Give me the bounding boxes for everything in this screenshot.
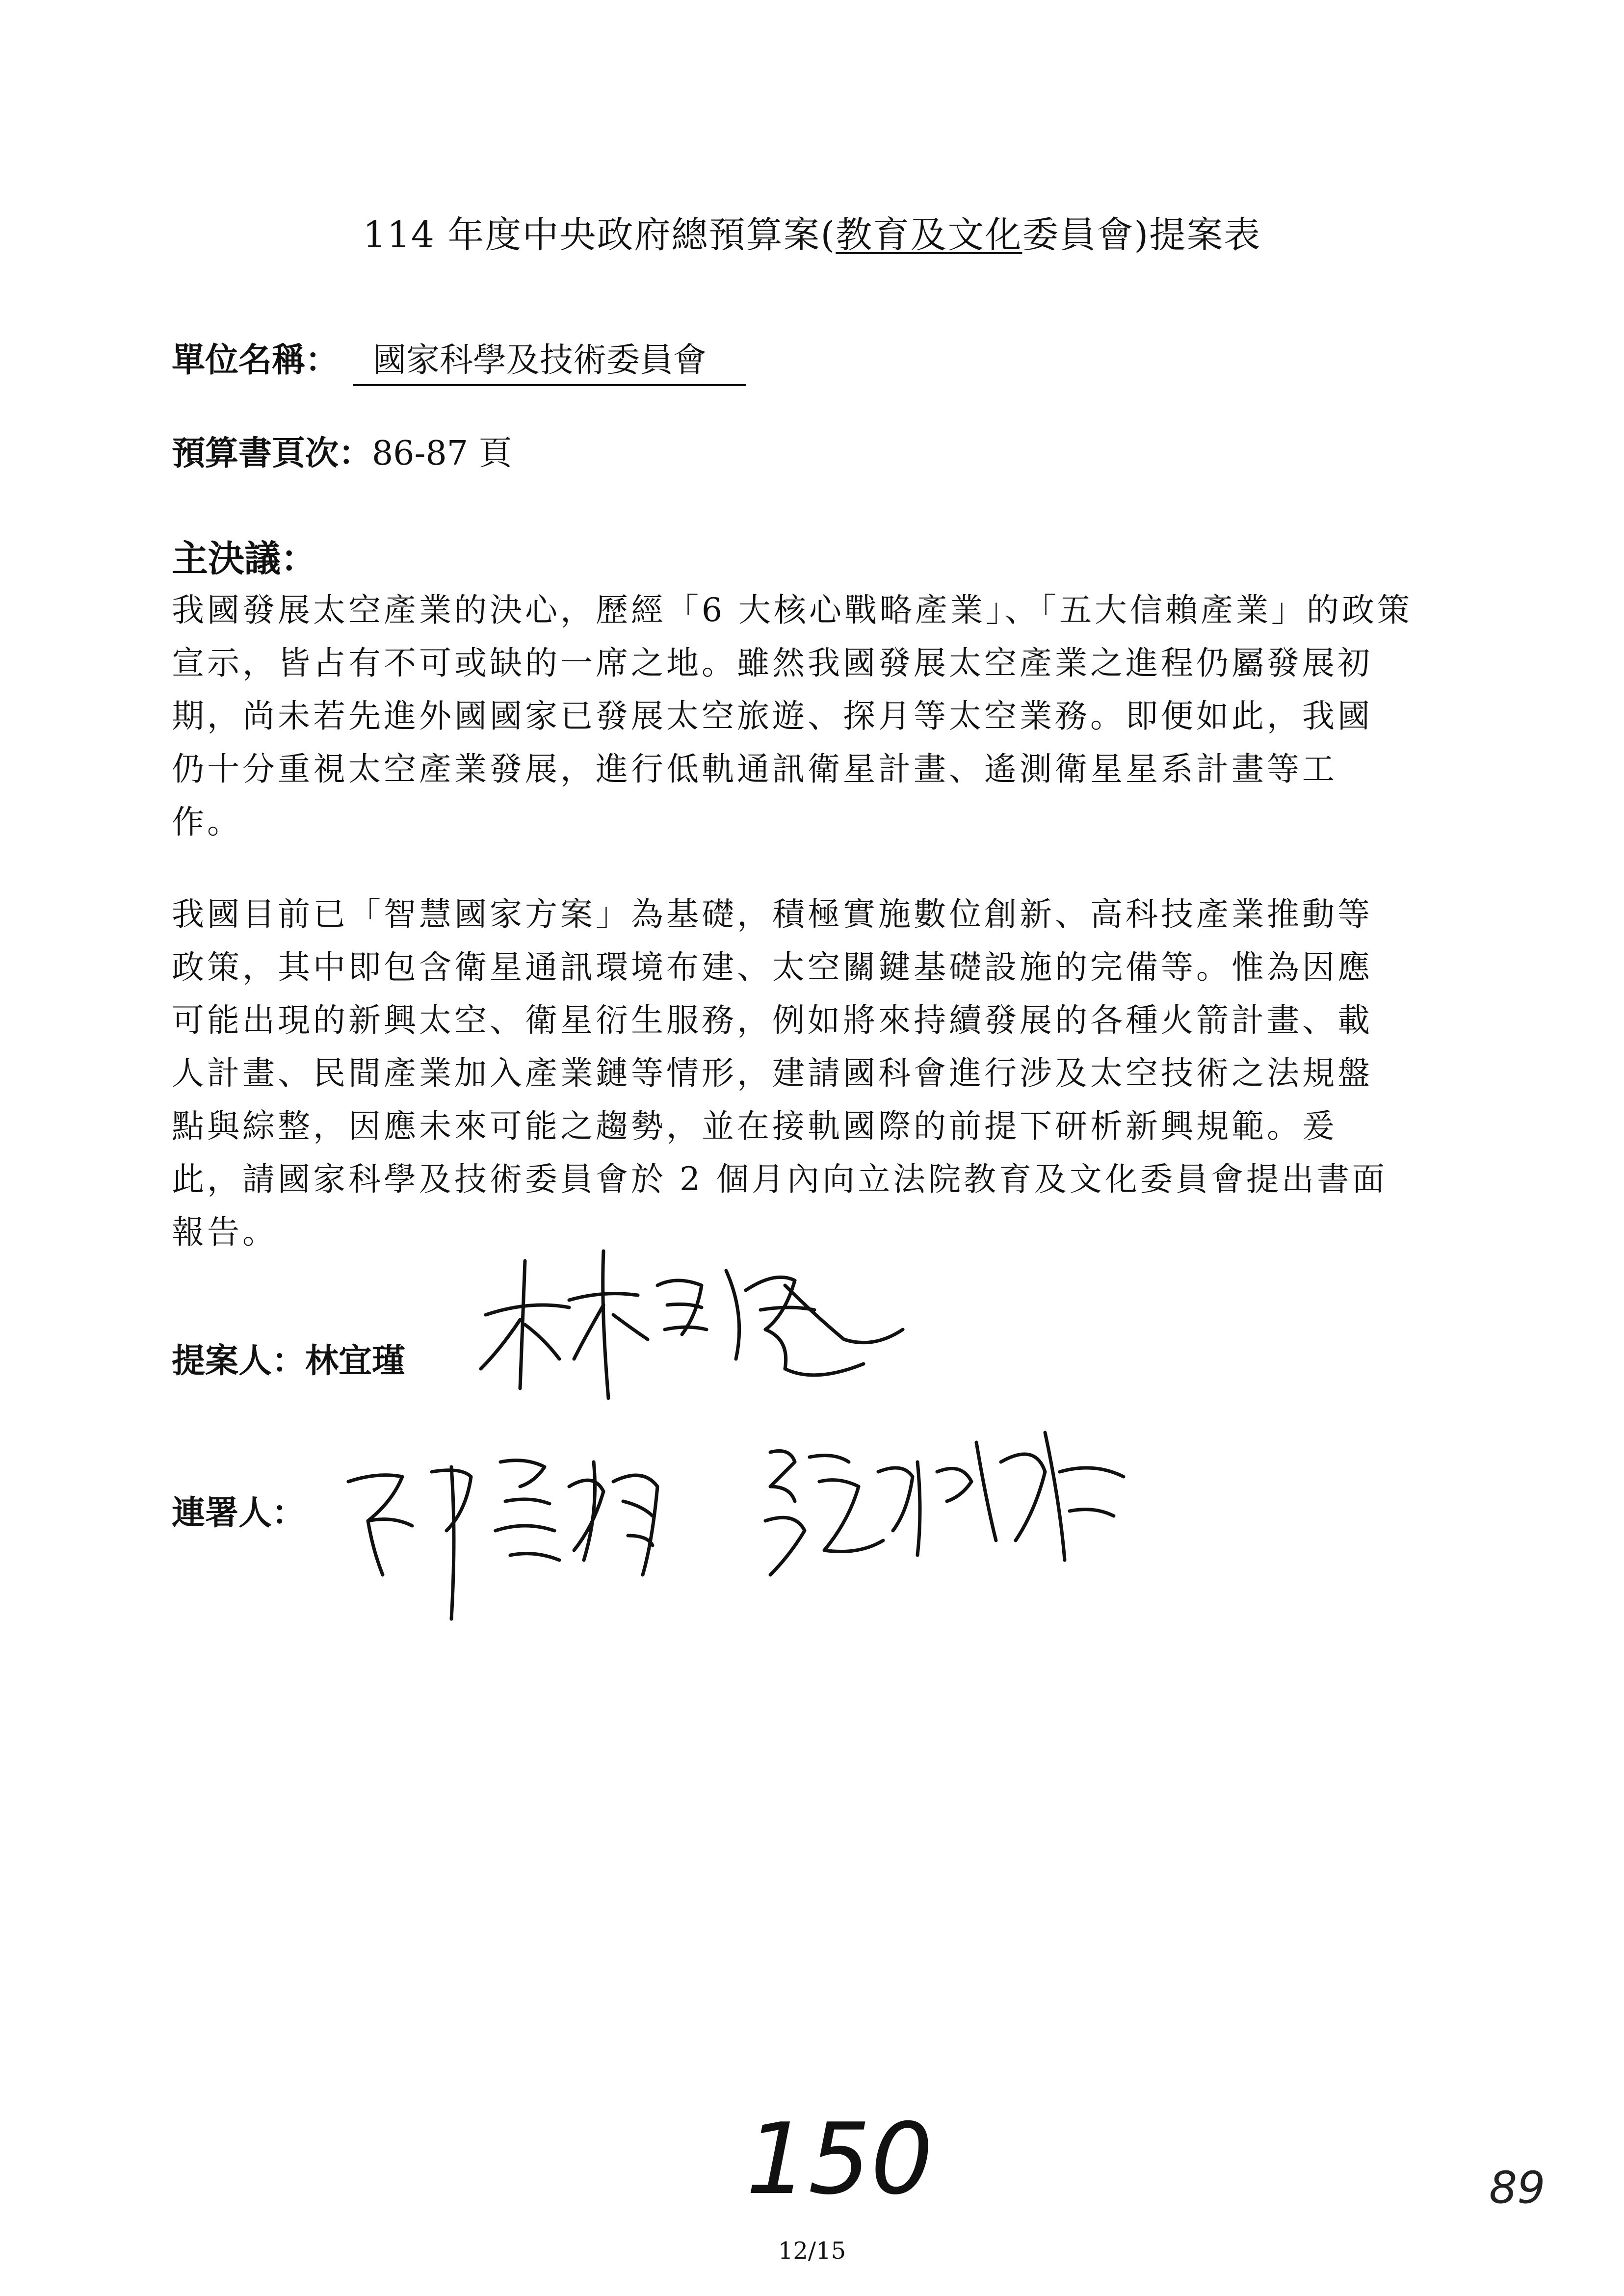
paragraph-1 [172, 584, 1506, 849]
paragraph-2-line: 報告。 [172, 1213, 278, 1251]
budget-page-row [172, 427, 512, 474]
title-prefix: 114 年度中央政府總預算案( [363, 214, 836, 256]
unit-label: 單位名稱： [172, 340, 339, 380]
paragraph-1-line: 宣示，皆占有不可或缺的一席之地。雖然我國發展太空產業之進程仍屬發展初 [172, 644, 1373, 682]
paragraph-2-line: 可能出現的新興太空、衛星衍生服務，例如將來持續發展的各種火箭計畫、載 [172, 1001, 1373, 1039]
handwritten-margin-number [1487, 2159, 1555, 2218]
proposer-signature [471, 1241, 942, 1408]
paragraph-2-line: 此，請國家科學及技術委員會於 2 個月內向立法院教育及文化委員會提出書面 [172, 1160, 1388, 1198]
budget-page-value: 86-87 頁 [372, 434, 512, 473]
paragraph-2-line: 我國目前已「智慧國家方案」為基礎，積極實施數位創新、高科技產業推動等 [172, 895, 1373, 933]
paragraph-2-line: 人計畫、民間產業加入產業鏈等情形，建請國科會進行涉及太空技術之法規盤 [172, 1054, 1373, 1092]
paragraph-1-line: 作。 [172, 803, 242, 841]
handwritten-page-number-text: 150 [746, 2102, 933, 2217]
paragraph-2-line: 政策，其中即包含衛星通訊環境布建、太空關鍵基礎設施的完備等。惟為因應 [172, 948, 1373, 986]
cosigner-row [172, 1487, 305, 1534]
handwritten-margin-number-text: 89 [1489, 2162, 1545, 2214]
paragraph-1-line: 仍十分重視太空產業發展，進行低軌通訊衛星計畫、遙測衛星星系計畫等工 [172, 750, 1337, 788]
footer-page-number: 12/15 [778, 2237, 846, 2265]
budget-page-label: 預算書頁次： [172, 434, 372, 473]
handwritten-page-number [741, 2100, 933, 2217]
paragraph-2 [172, 888, 1506, 1259]
title-committee: 教育及文化 [836, 214, 1022, 256]
paragraph-1-line: 期，尚未若先進外國國家已發展太空旅遊、探月等太空業務。即便如此，我國 [172, 697, 1373, 735]
proposer-name: 林宜瑾 [305, 1341, 406, 1381]
proposer-label: 提案人： [172, 1341, 306, 1381]
cosigner-signatures [339, 1413, 1143, 1629]
unit-row [172, 334, 746, 386]
unit-value: 國家科學及技術委員會 [353, 334, 746, 386]
proposer-row [172, 1334, 405, 1382]
main-resolution-label: 主決議： [172, 538, 317, 580]
paragraph-2-line: 點與綜整，因應未來可能之趨勢，並在接軌國際的前提下研析新興規範。爰 [172, 1107, 1337, 1145]
title-suffix: 委員會)提案表 [1022, 214, 1261, 256]
main-resolution-heading [172, 530, 317, 582]
paragraph-1-line: 我國發展太空產業的決心，歷經「6 大核心戰略產業」、「五大信賴產業」的政策 [172, 591, 1413, 629]
document-title [0, 206, 1624, 258]
cosigner-label: 連署人： [172, 1493, 306, 1533]
